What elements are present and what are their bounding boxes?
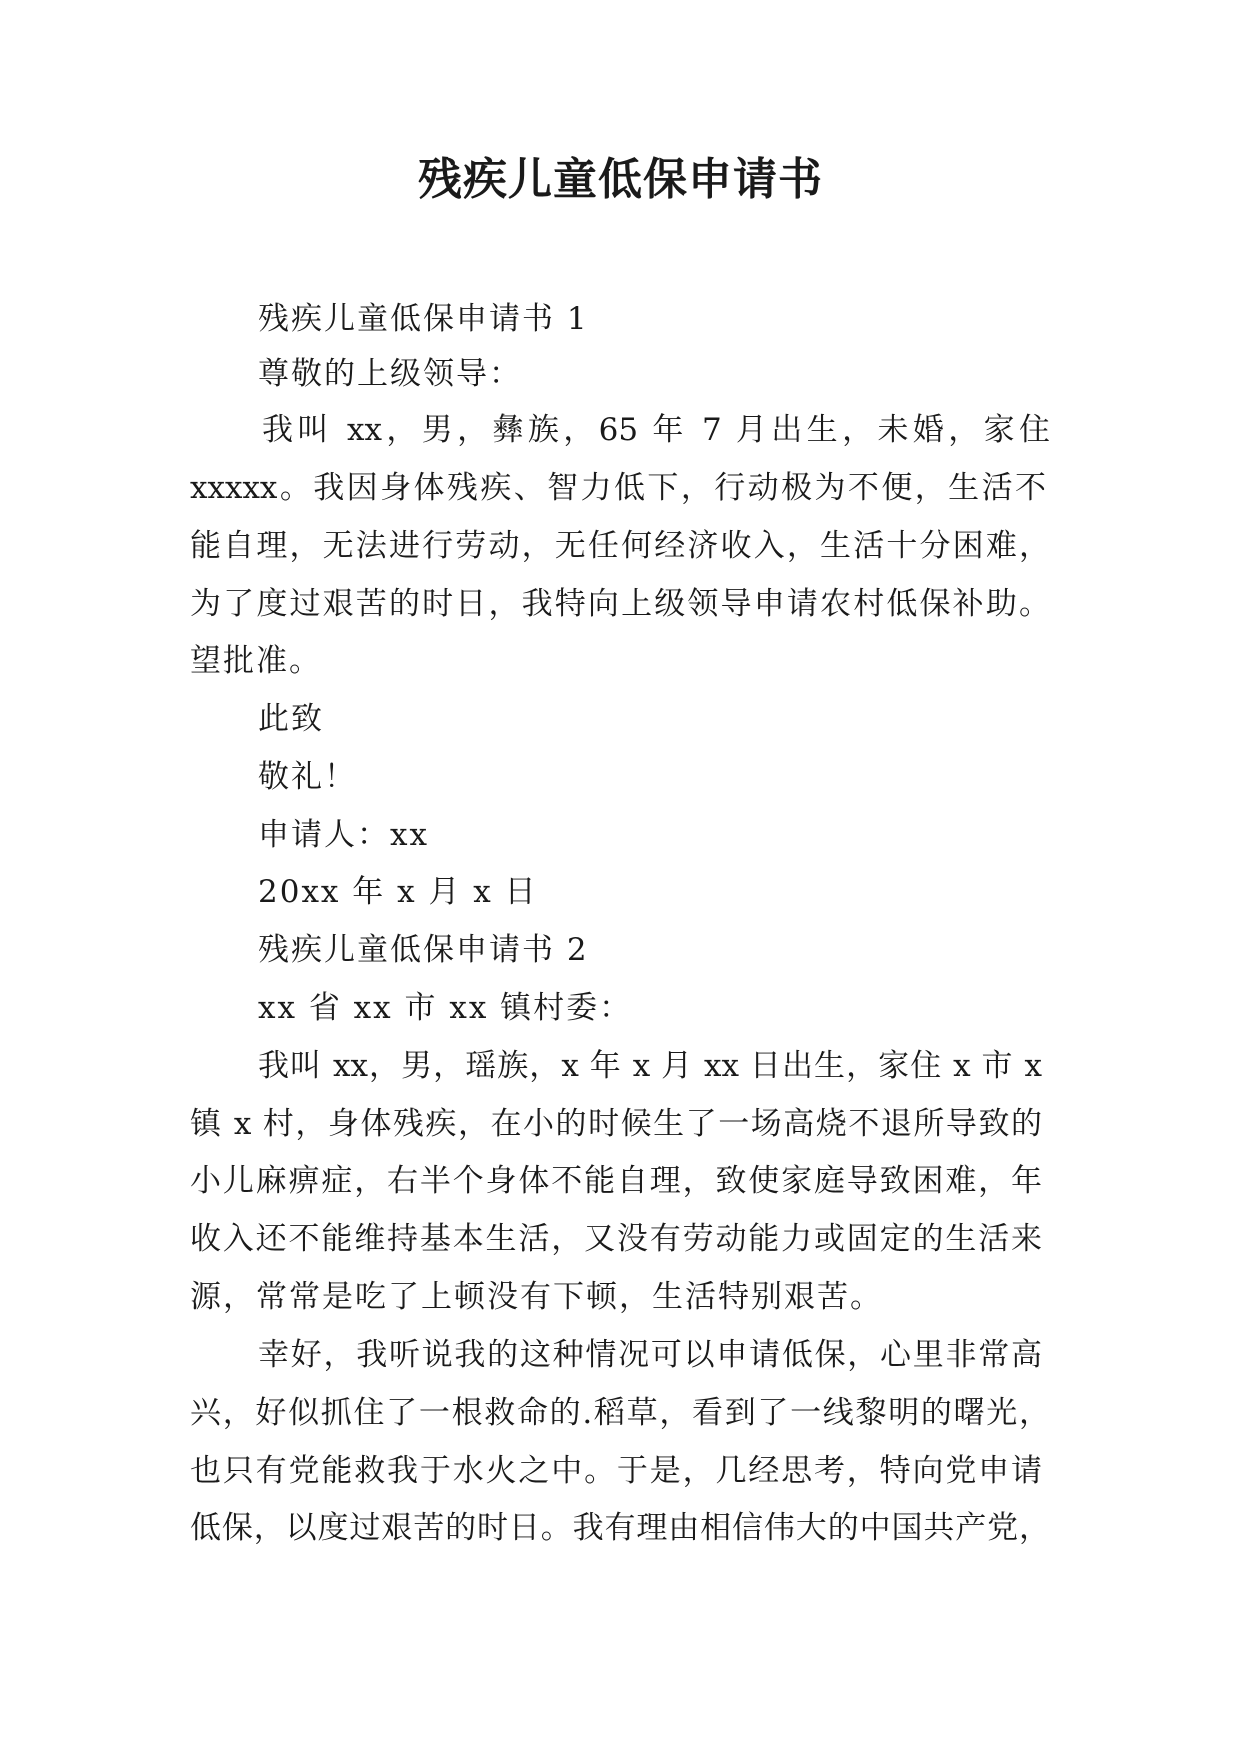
section2-paragraph2-line: 低保，以度过艰苦的时日。我有理由相信伟大的中国共产党， [190,1510,1050,1546]
section2-paragraph1-line: 镇 x 村，身体残疾，在小的时候生了一场高烧不退所导致的 [190,1106,1042,1142]
section1-closing-2: 敬礼！ [258,759,357,795]
section2-paragraph1-line: 源，常常是吃了上顿没有下顿，生活特别艰苦。 [190,1279,883,1315]
section1-paragraph-line: 我叫 xx，男，彝族，65 年 7 月出生，未婚，家住 [262,412,1050,448]
section2-heading: 残疾儿童低保申请书 2 [258,932,589,968]
section1-paragraph-line: 能自理，无法进行劳动，无任何经济收入，生活十分困难， [190,528,1050,564]
section2-paragraph1-line: 收入还不能维持基本生活，又没有劳动能力或固定的生活来 [190,1221,1042,1257]
section2-paragraph2-line: 幸好，我听说我的这种情况可以申请低保，心里非常高 [258,1337,1042,1373]
section1-paragraph-line: 为了度过艰苦的时日，我特向上级领导申请农村低保补助。 [190,586,1050,622]
document-title: 残疾儿童低保申请书 [418,154,823,205]
section2-paragraph1-line: 小儿麻痹症，右半个身体不能自理，致使家庭导致困难，年 [190,1163,1042,1199]
section1-paragraph-line: 望批准。 [190,643,322,679]
section1-closing-1: 此致 [258,701,324,737]
section1-salutation: 尊敬的上级领导： [258,356,522,392]
section2-paragraph2-line: 兴，好似抓住了一根救命的.稻草，看到了一线黎明的曙光， [190,1395,1050,1431]
section1-applicant: 申请人：xx [258,817,429,853]
section2-recipient: xx 省 xx 市 xx 镇村委： [258,990,633,1026]
section2-paragraph1-line: 我叫 xx，男，瑶族，x 年 x 月 xx 日出生，家住 x 市 x [258,1048,1042,1084]
section1-paragraph-line: xxxxx。我因身体残疾、智力低下，行动极为不便，生活不 [190,470,1046,506]
section1-heading: 残疾儿童低保申请书 1 [258,301,589,337]
section2-paragraph2-line: 也只有党能救我于水火之中。于是，几经思考，特向党申请 [190,1453,1042,1489]
section1-date: 20xx 年 x 月 x 日 [258,874,538,910]
